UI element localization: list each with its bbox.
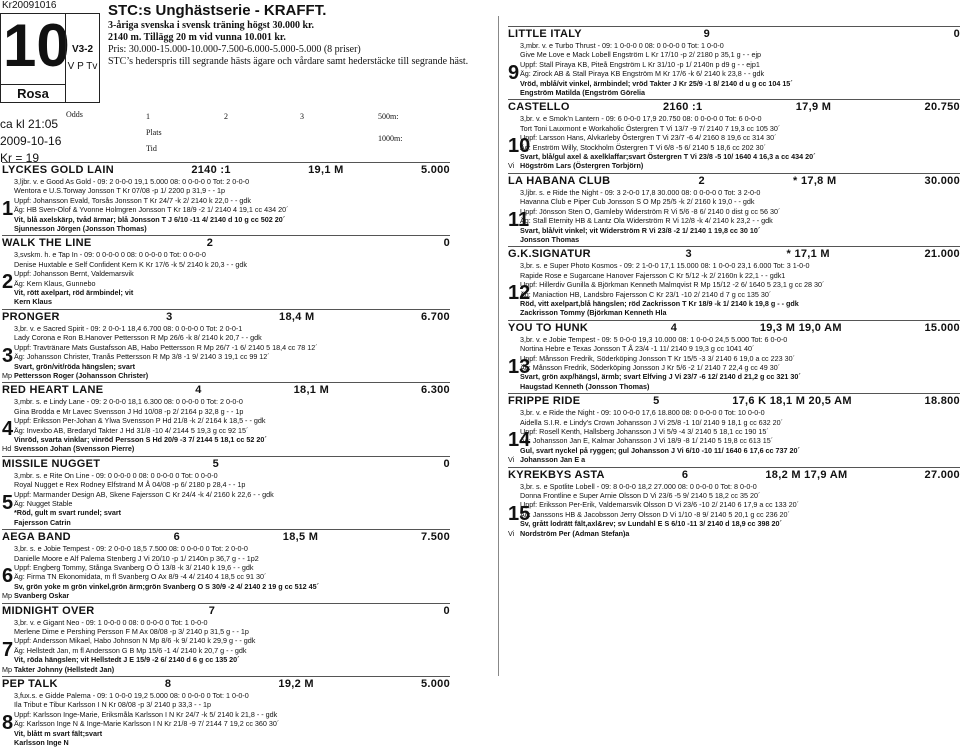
horse-name: PRONGER [2,310,60,323]
left-column [2,162,450,750]
horse-body [2,544,450,600]
horse-start-row: Havanna Club e Piper Cub Jonsson S O Mp 25/5 -k 2/ 2160 k 19,0 - - gdk [520,197,755,207]
horse-start-row: Uppf: Johansson Bernt, Valdemarsvik [14,269,134,279]
horse-earnings: 0 [443,604,450,617]
horse-body [508,261,960,317]
game-types: V P Tv [67,61,98,72]
horse-driver [2,664,450,674]
shoe-mark: Vi [508,455,515,465]
horse-pedigree-line: 3,mbr. v. e Turbo Thrust - 09: 1 0-0-0 0 08: 0 0-0-0 0 Tot: 1 0-0-0 [520,41,724,50]
grid-500m: 500m: [378,112,399,121]
result-grid [66,108,488,168]
horse-name-line [2,309,450,324]
horse-start-row: Denise Huxtable e Self Confident Kern K Kr 17/6 -k 5/ 2140 k 20,3 - - gdk [14,259,247,269]
race-info [0,116,61,167]
horse-driver-name: Johansson Jan E a [520,455,586,465]
horse-earnings: 27.000 [924,468,960,481]
horse-distance: 2160 :1 [663,101,703,114]
post-position: 10 [508,135,531,158]
horse-name-line [508,467,960,482]
horse-driver [520,88,960,97]
horse-start-row: Rapide Rose e Sugarcane Hanover Fajersson C Kr 5/12 -k 2/ 2160n k 22,1 - - gdk1 [520,270,786,280]
horse-record: * 17,1 M [786,248,830,261]
horse-start-row: Gina Brodda e Mr Lavec Svensson J Hd 10/08 -p 2/ 2164 p 32,8 g - - 1p [14,406,244,416]
horse-start-row: Uppf: Larsson Hans, Alvkarleby Östergren T Vi 23/7 -6 4/ 2160 8 19,6 cc 314 30´ [520,133,777,143]
horse-start-row: Uppf: Rosell Kenth, Hallsberg Johansson J Vi 5/9 -4 3/ 2140 5 18,1 cc 190 15´ [520,427,769,436]
horse-distance: 3 [166,310,173,323]
horse-pedigree-line: 3,mbr. s. e Rite On Line - 09: 0 0-0-0 0 08: 0 0-0-0 0 Tot: 0 0-0-0 [14,470,218,480]
horse-start-row: Uppf: Karlsson Inge-Marie, Eriksmåla Karlsson I N Kr 24/7 -k 5/ 2140 k 21,8 - - gdk [14,709,278,719]
horse-earnings: 6.300 [420,384,450,397]
horse-driver [2,444,450,454]
horse-pedigree-line: 3,fux.s. e Gidde Palema - 09: 1 0-0-0 19,2 5.000 08: 0 0-0-0 0 Tot: 1 0-0-0 [14,691,249,701]
horse-driver-name: Sjunnesson Jörgen (Jonsson Thomas) [14,224,147,234]
grid-odds: Odds [66,110,83,119]
horse-earnings: 7.500 [420,531,450,544]
horse-start-row: Sv, grått lodrätt fält,axl&rev; sv Lundahl E S 6/10 -11 3/ 2140 d 18,9 cc 398 20´ [520,519,782,529]
horse-name-line [508,320,960,335]
horse-earnings: 6.700 [420,310,450,323]
horse-earnings: 21.000 [924,248,960,261]
horse-entry [2,603,450,674]
post-position: 3 [2,344,14,367]
shoe-mark: Hd [2,444,12,454]
v3-label: V3-2 [71,44,94,55]
horse-driver-name: Karlsson Inge N [14,738,69,748]
horse-distance: 5 [212,457,220,470]
horse-record: 17,9 M [795,101,832,114]
post-position: 2 [2,271,14,294]
horse-start-row: Äg: Maniaction HB, Landsbro Fajersson C Kr 23/1 -10 2/ 2140 d 7 g cc 135 30´ [520,289,772,299]
horse-start-row: Vinröd, svarta vinklar; vinröd Persson S Hd 20/9 -3 7/ 2144 5 18,1 cc 52 20´ [14,434,267,444]
horse-name: KYREKBYS ASTA [508,468,605,481]
horse-entry [508,26,960,97]
horse-driver-name: Haugstad Kenneth (Jonsson Thomas) [520,381,650,391]
race-time: ca kl 21:05 [0,117,59,131]
horse-name-line [508,99,960,114]
horse-driver-name: Engström Matilda (Engström Görelia [520,88,645,98]
horse-start-row: Nortina Hebre e Texas Jonsson T Å 23/4 -1 11/ 2140 9 19,3 g cc 1041 40´ [520,344,755,354]
horse-start-row: Uppf: Engberg Tommy, Stånga Svanberg O Ö 13/8 -k 3/ 2140 k 19,6 - - gdk [14,563,254,572]
horse-start-row: Uppf: Andersson Mikael, Habo Johnson N Mp 8/6 -k 9/ 2140 k 29,9 g - - gdk [14,636,256,646]
horse-record: 18,2 M 17,9 AM [765,468,848,481]
horse-pedigree-line: 3,br. v. e Ride the Night - 09: 10 0-0-0 17,6 18.800 08: 0 0-0-0 0 Tot: 10 0-0-0 [520,408,765,418]
horse-driver-name: Fajersson Catrin [14,517,71,527]
horse-name: AEGA BAND [2,531,71,544]
horse-start-row: Uppf: Stall Piraya KB, Piteå Engström L Kr 31/10 -p 1/ 2140n p d9 g - - ejp1 [520,59,760,69]
shoe-mark: Vi [508,528,515,538]
horse-driver-name: Zackrisson Tommy (Björkman Kenneth Hla [520,308,667,318]
horse-record: 18,1 M [293,384,330,397]
shoe-mark: Mp [2,591,12,601]
horse-earnings: 5.000 [420,678,450,691]
horse-driver-name: Svensson Johan (Svensson Pierre) [14,444,135,454]
horse-distance: 4 [195,384,202,397]
post-position: 14 [508,429,531,452]
horse-start-row: Give Me Love e Mack Lobell Engström L Kr 17/10 -p 2/ 2180 p 35,1 g - - ejp [520,50,762,60]
race-cond-1: 3-åriga svenska i svensk träning högst 30.000 kr. [108,20,315,31]
horse-start-row: Äg: Firma TN Ekonomidata, m fl Svanberg O Ax 8/9 -4 4/ 2140 4 18,5 cc 91 30´ [14,572,267,582]
horse-start-row: Äg: Janssons HB & Jacobsson Jerry Olsson D Vi 1/10 -8 9/ 2140 5 20,1 g cc 236 20´ [520,509,790,519]
post-position: 1 [2,198,14,220]
horse-distance: 7 [208,604,216,617]
grid-col-3: 3 [300,112,304,121]
horse-start-row: Gul, svart nyckel på ryggen; gul Johansson J Vi 6/10 -10 11/ 1640 6 17,6 cc 737 20´ [520,445,800,455]
horse-entry [2,382,450,453]
horse-distance: 2 [698,174,705,187]
horse-start-row: Äg: HB Sven-Olof & Yvonne Holmgren Jonsson T Kr 18/9 -2 1/ 2140 4 19,1 cc 434 20´ [14,205,289,215]
horse-start-row: Uppf: Eriksson Per-Erik, Valdemarsvik Olsson D Vi 23/6 -10 2/ 2140 6 17,9 a cc 133 20´ [520,500,799,510]
horse-entry [2,309,450,380]
horse-distance: 8 [164,678,172,691]
horse-name: WALK THE LINE [2,237,92,250]
horse-earnings: 0 [443,457,450,470]
shoe-mark: Mp [2,370,12,380]
horse-name-line [2,382,450,397]
horse-earnings: 15.000 [924,321,960,334]
horse-start-row: Uppf: Hillerdiv Gunilla & Björkman Kenneth Malmqvist R Mp 15/12 -2 6/ 1640 5 23,1 g cc 28 30´ [520,280,825,290]
horse-driver [14,518,450,527]
horse-entry [508,393,960,464]
horse-name: PEP TALK [2,678,58,691]
horse-entry [2,162,450,233]
horse-record: 19,3 M 19,0 AM [759,321,842,334]
right-column [508,26,960,540]
post-position: 13 [508,355,531,378]
horse-pedigree-line: 3,svskm. h. e Tap In - 09: 0 0-0-0 0 08: 0 0-0-0 0 Tot: 0 0-0-0 [14,250,206,260]
horse-body [2,397,450,453]
horse-driver [508,528,960,538]
post-position: 4 [2,418,14,441]
horse-earnings: 20.750 [924,101,960,114]
horse-name: LYCKES GOLD LAIN [2,164,114,176]
post-position: 12 [508,282,531,305]
horse-start-row: Uppf: Marmander Design AB, Skene Fajersson C Kr 24/4 -k 4/ 2160 k 22,6 - - gdk [14,489,274,499]
race-date: 2009-10-16 [0,134,62,148]
horse-driver [14,738,450,747]
horse-start-row: Vit, blå axelskärp, tvåd ärmar; blå Jonsson T J 6/10 -11 4/ 2140 d 10 g cc 502 20´ [14,214,286,224]
horse-driver [2,591,450,601]
horse-driver [14,297,450,306]
horse-start-row: Äg: Stall Eternity HB & Lantz Ola Widerström R Vi 12/8 -k 4/ 2140 k 23,2 - - gdk [520,216,773,226]
horse-driver-name: Högström Lars (Östergren Torbjörn) [520,161,644,171]
horse-body [2,250,450,306]
horse-start-row: Ila Tribut e Tibur Karlsson I N Kr 08/08 -p 3/ 2140 p 33,3 - - 1p [14,700,211,710]
horse-entry [2,676,450,747]
horse-name-line [508,26,960,41]
grid-col-2: 2 [224,112,228,121]
horse-pedigree-line: 3,br. v. e Jobie Tempest - 09: 5 0-0-0 19,3 10.000 08: 1 0-0-0 24,5 5.000 Tot: 6 0-0-0 [520,334,788,344]
horse-body [508,114,960,170]
horse-driver-name: Nordström Per (Adman Stefan)a [520,528,630,538]
horse-start-row: Röd, vitt axelpart,blå hängslen; röd Zackrisson T Kr 18/9 -k 1/ 2140 k 19,8 g - - gdk [520,298,799,308]
race-side-box [65,14,99,102]
horse-name-line [2,676,450,691]
horse-start-row: Äg: Nugget Stable [14,498,73,508]
horse-record: 18,4 M [279,310,315,323]
horse-entry [2,529,450,600]
post-position: 5 [2,491,14,514]
horse-name-line [2,529,450,544]
horse-entry [2,456,450,527]
horse-earnings: 18.800 [924,395,960,408]
horse-start-row: Vit, blått m svart fält;svart [14,728,103,738]
horse-start-row: Uppf: Johansson Evald, Torsås Jonsson T Kr 24/7 -k 2/ 2140 k 22,0 - - gdk [14,195,251,205]
horse-earnings: 0 [443,237,450,250]
horse-driver-name: Svanberg Oskar [14,591,70,601]
post-position: 8 [2,712,14,735]
horse-name: LITTLE ITALY [508,28,582,40]
horse-name-line [2,162,450,177]
shoe-mark: Mp [2,664,12,674]
grid-1000m: 1000m: [378,134,403,143]
horse-driver [14,224,450,233]
horse-body [2,618,450,674]
horse-entry [508,99,960,170]
horse-pedigree-line: 3,br. v. e Sacred Spirit - 09: 2 0-0-1 18,4 6.700 08: 0 0-0-0 0 Tot: 2 0-0-1 [14,323,243,333]
horse-entry [508,320,960,391]
horse-distance: 3 [685,248,692,261]
horse-name-line [2,456,450,471]
shoe-mark: Vi [508,161,515,171]
horse-start-row: *Röd, gult m svart rundel; svart [14,508,122,518]
horse-body [508,41,960,97]
horse-record: 18,5 M [282,531,319,544]
horse-name: G.K.SIGNATUR [508,248,591,261]
horse-start-row: Äg: Enström Willy, Stockholm Östergren T Vi 6/8 -5 6/ 2140 5 18,6 cc 202 30´ [520,142,766,152]
race-name: Rosa [1,84,65,102]
horse-pedigree-line: 3,ljbr. s. e Ride the Night - 09: 3 2-0-0 17,8 30.000 08: 0 0-0-0 0 Tot: 3 2-0-0 [520,187,761,197]
horse-start-row: Vröd, mblå/vit vinkel, ärmbindel; vröd Takter J Kr 25/9 -1 8/ 2140 d u g cc 104 15´ [520,78,793,88]
horse-distance: 5 [653,395,660,408]
horse-start-row: Lady Corona e Ron B.Hanover Pettersson R Mp 26/6 -k 8/ 2140 k 20,7 - - gdk [14,333,262,343]
horse-start-row: Tort Toni Lauxmont e Workaholic Östergren T Vi 13/7 -9 7/ 2140 7 19,3 cc 105 30´ [520,123,781,133]
horse-body [2,177,450,233]
horse-start-row: Uppf: Månsson Fredrik, Söderköping Jonsson T Kr 15/5 -3 3/ 2140 6 19,0 a cc 223 30´ [520,353,796,363]
horse-start-row: Äg: Invexbo AB, Bredaryd Takter J Hd 31/8 -10 4/ 2144 5 19,3 g cc 92 15´ [14,425,249,435]
horse-distance: 2 [206,237,214,250]
race-number-box [0,13,100,103]
horse-start-row: Äg: Månsson Fredrik, Söderköping Jonsson J Kr 5/6 -2 1/ 2140 7 22,4 g cc 49 30´ [520,362,781,372]
horse-driver-name: Kern Klaus [14,297,52,307]
horse-name: RED HEART LANE [2,384,104,397]
horse-body [508,188,960,244]
horse-body [508,408,960,464]
horse-name-line [2,235,450,250]
race-kr: Kr = 19 [0,151,40,165]
horse-driver [508,455,960,465]
horse-start-row: Svart, blå/gul axel & axelklaffar;svart Östergren T Vi 23/8 -5 10/ 1640 4 16,3 a cc 434 20´ [520,152,816,162]
horse-distance: 6 [173,531,181,544]
horse-record: 19,2 M [278,678,314,691]
horse-start-row: Svart, grön/vit/röda hängslen; svart [14,361,136,371]
horse-start-row: Äg: Zirock AB & Stall Piraya KB Engström M Kr 17/6 -k 6/ 2140 k 23,8 - - gdk [520,69,765,79]
horse-distance: 6 [681,468,689,481]
horse-driver [508,161,960,171]
race-code: Kr20091016 [2,0,57,11]
horse-start-row: Äg: Kern Klaus, Gunnebo [14,278,96,288]
horse-earnings: 5.000 [420,164,450,176]
post-position: 7 [2,638,14,661]
horse-start-row: Äg: Hellstedt Jan, m fl Andersson G B Mp 15/6 -1 4/ 2140 k 20,7 g - - gdk [14,645,247,655]
race-heading: STC:s Unghästserie - KRAFFT. [108,2,327,19]
horse-start-row: Wentora e U.S.Torway Jonsson T Kr 07/08 -p 1/ 2200 p 31,9 - - 1p [14,186,225,196]
horse-name: YOU TO HUNK [508,321,589,334]
horse-name-line [508,393,960,408]
horse-name: MIDNIGHT OVER [2,604,95,617]
post-position: 9 [508,62,520,84]
horse-entry [508,467,960,538]
horse-name-line [508,173,960,188]
horse-name: MISSILE NUGGET [2,457,101,470]
horse-start-row: Donna Frontline e Super Arnie Olsson D Vi 23/6 -5 9/ 2140 5 18,2 cc 35 20´ [520,491,761,501]
race-title [108,2,488,68]
horse-name: CASTELLO [508,101,570,114]
horse-driver [520,382,960,391]
horse-body [2,471,450,527]
column-divider [498,16,499,676]
horse-start-row: Merlene Dime e Pershing Persson F M Ax 08/08 -p 3/ 2140 p 31,5 g - - 1p [14,627,249,637]
horse-name: LA HABANA CLUB [508,174,611,187]
horse-name-line [508,246,960,261]
horse-distance: 2140 :1 [191,164,231,176]
horse-start-row: Aidella S.I.R. e Lindy’s Crown Johansson J Vi 25/8 -1 10/ 2140 9 18,1 g cc 632 20´ [520,417,784,427]
horse-driver-name: Pettersson Roger (Johansson Christer) [14,370,149,380]
horse-start-row: Royal Nugget e Rex Rodney Elfstrand M Å 04/08 -p 6/ 2180 p 28,4 - - 1p [14,480,246,490]
horse-start-row: Uppf: Jönsson Sten O, Gamleby Widerström R Vi 5/6 -8 6/ 2140 0 dist g cc 56 30´ [520,206,781,216]
horse-driver [520,235,960,244]
horse-pedigree-line: 3,br. s. e Jobie Tempest - 09: 2 0-0-0 18,5 7.500 08: 0 0-0-0 0 Tot: 2 0-0-0 [14,544,248,554]
post-position: 6 [2,565,14,588]
horse-pedigree-line: 3,br. s. e Spotlite Lobell - 09: 8 0-0-0 18,2 27.000 08: 0 0-0-0 0 Tot: 8 0-0-0 [520,481,757,491]
horse-driver [2,370,450,380]
horse-pedigree-line: 3,mbr. s. e Lindy Lane - 09: 2 0-0-0 18,1 6.300 08: 0 0-0-0 0 Tot: 2 0-0-0 [14,397,243,407]
horse-name: FRIPPE RIDE [508,395,581,408]
horse-start-row: Danielle Moore e Alf Palema Stenberg J Vi 20/10 -p 1/ 2140n p 36,7 g - - 1p2 [14,553,259,563]
horse-start-row: Vit, röda hängslen; vit Hellstedt J E 15/9 -2 6/ 2140 d 6 g cc 135 20´ [14,655,240,665]
horse-distance: 9 [703,28,711,40]
horse-entry [508,173,960,244]
horse-pedigree-line: 3,br. v. e Gigant Neo - 09: 1 0-0-0 0 08: 0 0-0-0 0 Tot: 1 0-0-0 [14,617,208,627]
race-number: 10 [3,12,70,79]
post-position: 11 [508,208,530,231]
horse-driver [520,308,960,317]
post-position: 15 [508,502,531,525]
grid-col-1: 1 [146,112,150,121]
horse-start-row: Äg: Karlsson Inge N & Inge-Marie Karlsson I N Kr 21/8 -9 7/ 2144 7 19,2 cc 360 30´ [14,719,280,729]
race-prizes: Pris: 30.000-15.000-10.000-7.500-6.000-5.000-5.000 (8 priser) [108,44,361,55]
horse-name-line [2,603,450,618]
horse-body [508,335,960,391]
horse-start-row: Uppf: Eriksson Per-Johan & Ylwa Svensson P Hd 21/8 -k 2/ 2164 k 18,5 - - gdk [14,416,266,426]
grid-plats: Plats [146,128,162,137]
horse-start-row: Äg: Johansson Christer, Tranås Pettersson R Mp 3/8 -1 9/ 2140 3 19,1 cc 99 12´ [14,352,270,362]
horse-entry [508,246,960,317]
grid-tid: Tid [146,144,157,153]
horse-distance: 4 [670,321,678,334]
horse-start-row: Vit, rött axelpart, röd ärmbindel; vit [14,288,134,298]
race-honor: STC’s hederspris till segrande hästs ägare och vårdare samt hederstäcke till segrande häst. [108,56,469,67]
horse-body [508,482,960,538]
horse-start-row: Sv, grön yoke m grön vinkel,grön ärm;grön Svanberg O S 30/9 -2 4/ 2140 2 19 g cc 512 45´ [14,581,320,591]
horse-pedigree-line: 3,br. v. e Smok’n Lantern - 09: 6 0-0-0 17,9 20.750 08: 0 0-0-0 0 Tot: 6 0-0-0 [520,114,762,124]
horse-start-row: Äg: Johansson Jan E, Kalmar Johansson J Vi 18/9 -8 1/ 2140 5 19,8 cc 613 15´ [520,436,774,446]
horse-start-row: Svart, grön axp/hängsl, ärmb; svart Elfving J Vi 23/7 -6 12/ 2140 d 21,2 g cc 321 30´ [520,372,801,382]
horse-record: * 17,8 M [793,174,837,187]
horse-record: 19,1 M [308,164,344,176]
horse-earnings: 30.000 [924,174,960,187]
horse-record: 17,6 K 18,1 M 20,5 AM [732,395,852,408]
race-cond-2: 2140 m. Tillägg 20 m vid vunna 10.001 kr. [108,32,286,43]
horse-driver-name: Takter Johnny (Hellstedt Jan) [14,664,115,674]
horse-earnings: 0 [953,28,960,40]
horse-body [2,324,450,380]
horse-driver-name: Jonsson Thomas [520,234,580,244]
horse-body [2,691,450,747]
horse-pedigree-line: 3,br. s. e Super Photo Kosmos - 09: 2 1-0-0 17,1 15.000 08: 1 0-0-0 23,1 6.000 Tot: 3 1-0-0 [520,261,810,271]
horse-start-row: Svart, blå/vit vinkel; vit Widerström R Vi 23/8 -2 1/ 2140 1 19,8 cc 30 10´ [520,225,761,235]
horse-start-row: Uppf: Travtränare Mats Gustafsson AB, Habo Pettersson R Mp 26/7 -1 6/ 2140 5 18,4 cc 78 12´ [14,342,318,352]
horse-pedigree-line: 3,ljbr. v. e Good As Gold - 09: 2 0-0-0 19,1 5.000 08: 0 0-0-0 0 Tot: 2 0-0-0 [14,177,250,186]
horse-entry [2,235,450,306]
